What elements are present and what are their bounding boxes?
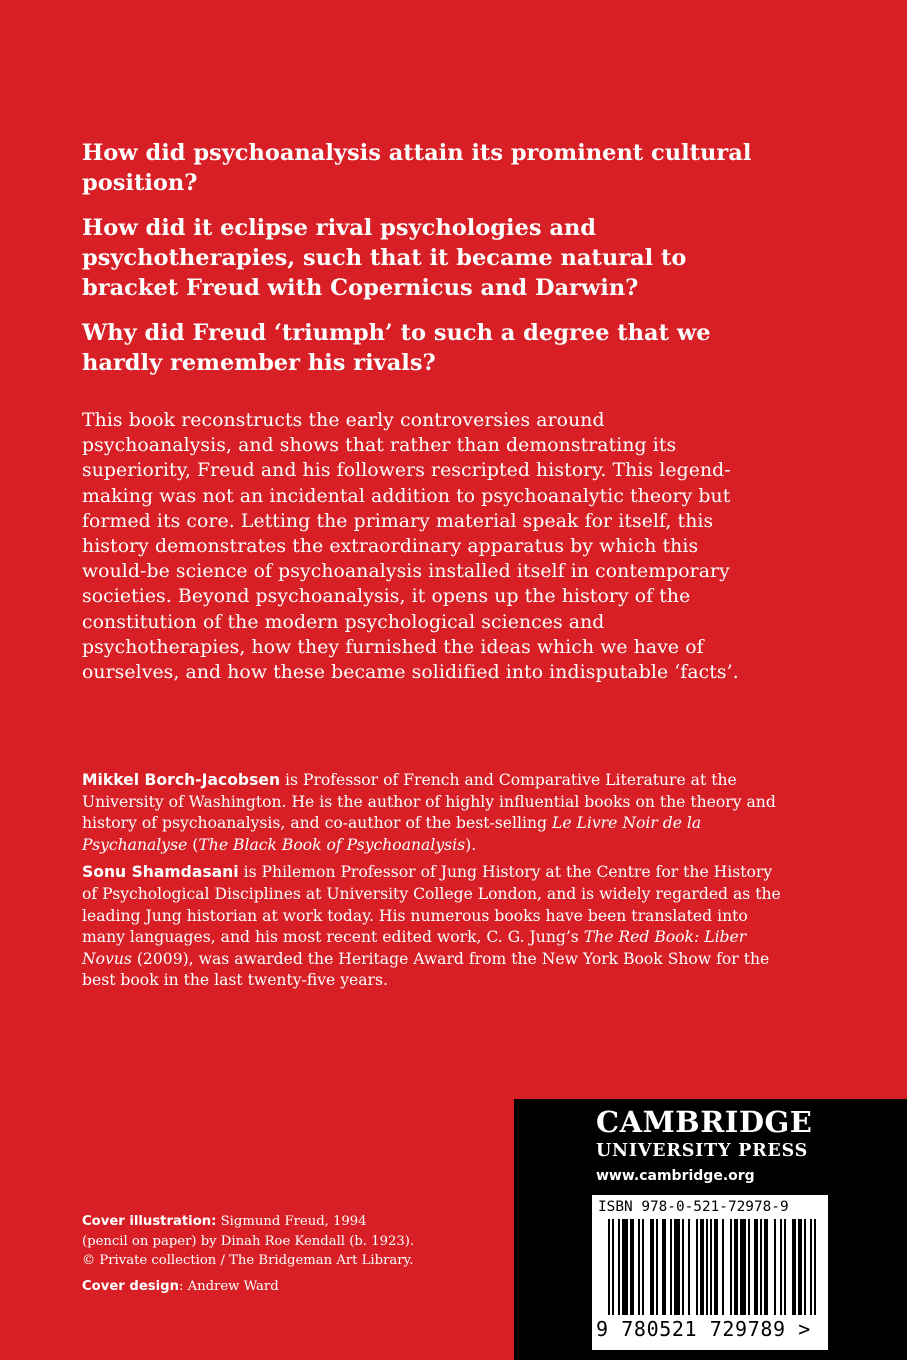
question-2: How did it eclipse rival psychologies and psychotherapies, such that it became natural to bracket Freud with Copernicus and Darwin? (82, 215, 687, 301)
barcode-bar (638, 1219, 640, 1315)
barcode-bar (696, 1219, 698, 1315)
bio-text: is Philemon Professor of Jung History at the Centre for the History of Psychological Disciplines at University College London, and is widely regarded as the leading Jung historian at work today. His numerous books have been translated into many languages, and his most recent edited work, C. G. Jung’s (82, 863, 781, 947)
credit-text: Sigmund Freud, 1994 (216, 1214, 367, 1229)
publisher-box (514, 1099, 907, 1360)
barcode-bar (760, 1219, 762, 1315)
credit-text: © Private collection / The Bridgeman Art Library. (82, 1253, 414, 1269)
credit-text: (pencil on paper) by Dinah Roe Kendall (b. 1923). (82, 1233, 415, 1249)
cover-credits (82, 1212, 502, 1302)
barcode-bar (630, 1219, 634, 1315)
author-name: Sonu Shamdasani (82, 863, 239, 882)
book-description: This book reconstructs the early controversies around psychoanalysis, and shows that rather than demonstrating its superiority, Freud and his followers rescripted history. This legend-making was not an incidental addition to psychoanalytic theory but formed its core. Letting the primary material speak for itself, this history demonstrates the extraordinary apparatus by which this would-be science of psychoanalysis installed itself in contemporary societies. Beyond psychoanalysis, it opens up the history of the constitution of the modern psychological sciences and psychotherapies, how they furnished the ideas which we have of ourselves, and how these became solidified into indisputable ‘facts’. (82, 410, 739, 684)
cover-design-credit (82, 1277, 502, 1297)
book-title-french: Le Livre Noir de la Psychanalyse (82, 814, 702, 854)
credit-label: Cover illustration: (82, 1214, 217, 1229)
barcode-bar (814, 1219, 816, 1315)
barcode-bar (700, 1219, 704, 1315)
bio-text: (2009), was awarded the Heritage Award from the New York Book Show for the best book in the last twenty-five years. (82, 949, 770, 990)
barcode-bar (784, 1219, 786, 1315)
barcode-icon (608, 1219, 816, 1315)
publisher-logo-name: CAMBRIDGE (596, 1105, 813, 1139)
credit-label: Cover design (82, 1278, 179, 1294)
barcode-bar (612, 1219, 614, 1315)
barcode-bar (608, 1219, 610, 1315)
barcode-bar (642, 1219, 644, 1315)
barcode-bar (618, 1219, 620, 1315)
publisher-logo-subname: UNIVERSITY PRESS (596, 1141, 809, 1161)
question-1: How did psychoanalysis attain its prominent cultural position? (82, 140, 752, 196)
barcode-bar (748, 1219, 750, 1315)
barcode-bar (650, 1219, 654, 1315)
publisher-url: www.cambridge.org (596, 1168, 755, 1184)
barcode-bar (764, 1219, 768, 1315)
barcode-bar (780, 1219, 782, 1315)
barcode-panel (592, 1195, 828, 1350)
author-name: Mikkel Borch-Jacobsen (82, 771, 281, 789)
isbn-text: ISBN 978-0-521-72978-9 (598, 1199, 789, 1215)
barcode-bar (670, 1219, 672, 1315)
author-bio-shamdasani (82, 862, 782, 992)
bio-text: is Professor of French and Comparative Literature at the University of Washington. He is the author of highly influential books on the theory and history of psychoanalysis, and co-author of the best-selling (82, 771, 776, 833)
barcode-bar (682, 1219, 684, 1315)
barcode-bar (754, 1219, 758, 1315)
barcode-bar (740, 1219, 746, 1315)
credit-text: : Andrew Ward (178, 1278, 279, 1294)
barcode-bar (792, 1219, 796, 1315)
barcode-bar (774, 1219, 776, 1315)
ean-text: 9 780521 729789 > (596, 1317, 811, 1341)
lead-questions (82, 138, 762, 393)
author-bios (82, 770, 782, 998)
barcode-bar (798, 1219, 802, 1315)
cover-illustration-credit (82, 1212, 502, 1271)
book-title-english: The Black Book of Psychoanalysis (198, 835, 466, 854)
barcode-bar (662, 1219, 666, 1315)
bio-text: ). (465, 835, 477, 854)
barcode-bar (710, 1219, 712, 1315)
barcode-bar (706, 1219, 708, 1315)
barcode-bar (804, 1219, 806, 1315)
barcode-bar (674, 1219, 680, 1315)
barcode-bar (656, 1219, 658, 1315)
bio-text: ( (187, 835, 199, 854)
barcode-bar (730, 1219, 732, 1315)
barcode-bar (688, 1219, 690, 1315)
author-bio-borch-jacobsen (82, 770, 782, 856)
barcode-bar (722, 1219, 724, 1315)
barcode-bar (714, 1219, 718, 1315)
barcode-bar (810, 1219, 812, 1315)
barcode-bar (734, 1219, 738, 1315)
barcode-bar (622, 1219, 628, 1315)
question-3: Why did Freud ‘triumph’ to such a degree that we hardly remember his rivals? (82, 320, 711, 376)
book-title-red-book: The Red Book: Liber Novus (82, 928, 747, 968)
